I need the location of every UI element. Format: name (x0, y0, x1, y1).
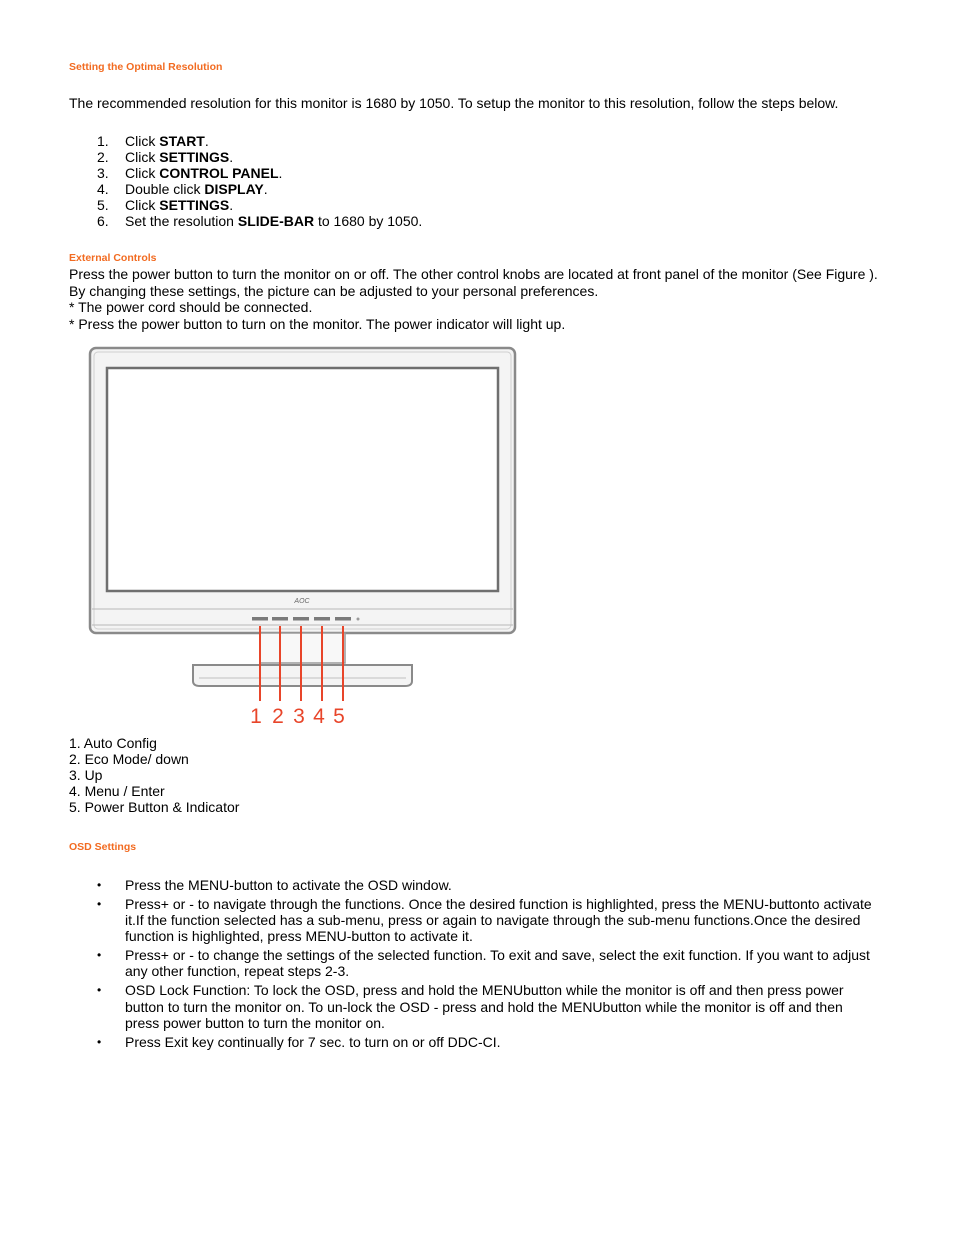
callout-number-4: 4 (313, 705, 325, 728)
paragraph-line: By changing these settings, the picture can be adjusted to your personal preferences. (69, 282, 599, 299)
callout-number-5: 5 (333, 705, 345, 728)
monitor-logo: AOC (294, 598, 310, 605)
resolution-intro: The recommended resolution for this monitor is 1680 by 1050. To setup the monitor to this resolution, follow the steps below. (69, 95, 839, 111)
section-heading-external-controls: External Controls (69, 252, 157, 264)
control-button-3 (293, 617, 309, 621)
list-item: • Press the MENU-button to activate the OSD window. (97, 877, 452, 893)
power-indicator (357, 618, 360, 621)
paragraph-line: Press the power button to turn the monitor on or off. The other control knobs are located at front panel of the monitor (See Figure ). (69, 266, 878, 282)
list-item: 1. Click START. (97, 133, 209, 149)
list-item: 2. Click SETTINGS. (97, 149, 234, 165)
paragraph-line: * Press the power button to turn on the monitor. The power indicator will light up. (69, 315, 566, 332)
osd-bullet-list (97, 877, 877, 1052)
list-item: 5. Click SETTINGS. (97, 197, 234, 213)
monitor-diagram (85, 345, 525, 730)
resolution-steps-list (97, 133, 422, 229)
legend-item: 5. Power Button & Indicator (69, 799, 240, 815)
list-item: 3. Click CONTROL PANEL. (97, 165, 283, 181)
list-item: 4. Double click DISPLAY. (97, 181, 268, 197)
legend-item: 4. Menu / Enter (69, 783, 165, 799)
monitor-screen (107, 368, 498, 591)
controls-legend (69, 735, 239, 815)
legend-item: 2. Eco Mode/ down (69, 751, 189, 767)
callout-number-3: 3 (293, 705, 305, 728)
callout-number-1: 1 (250, 705, 262, 728)
monitor-front-figure (85, 345, 525, 730)
monitor-stand-base (193, 665, 412, 686)
control-button-5 (335, 617, 351, 621)
legend-item: 3. Up (69, 767, 103, 783)
control-button-1 (252, 617, 268, 621)
legend-item: 1. Auto Config (69, 735, 157, 751)
list-item: • Press+ or - to navigate through the functions. Once the desired function is highlighted, press the MENU-buttonto activate it.If the function selected has a sub-menu, press or again to navigate through the sub-menu functions.Once the desired function is highlighted, press MENU-button to activate it. (97, 895, 872, 945)
paragraph-line: * The power cord should be connected. (69, 299, 313, 315)
list-item: • Press+ or - to change the settings of the selected function. To exit and save, select the exit function. If you want to adjust any other function, repeat steps 2-3. (97, 947, 870, 980)
external-controls-text (69, 266, 899, 332)
control-button-2 (272, 617, 288, 621)
monitor-stand-neck (260, 633, 345, 663)
callout-number-2: 2 (272, 705, 284, 728)
list-item: 6. Set the resolution SLIDE-BAR to 1680 by 1050. (97, 213, 423, 229)
control-button-4 (314, 617, 330, 621)
list-item: • OSD Lock Function: To lock the OSD, press and hold the MENUbutton while the monitor is off and then press power button to turn the monitor on. To un-lock the OSD - press and hold the MENUbutton while the monitor is off and then press power button to turn the monitor on. (97, 982, 844, 1031)
section-heading-resolution: Setting the Optimal Resolution (69, 61, 223, 73)
list-item: • Press Exit key continually for 7 sec. to turn on or off DDC-CI. (97, 1033, 501, 1050)
section-heading-osd-settings: OSD Settings (69, 841, 137, 853)
